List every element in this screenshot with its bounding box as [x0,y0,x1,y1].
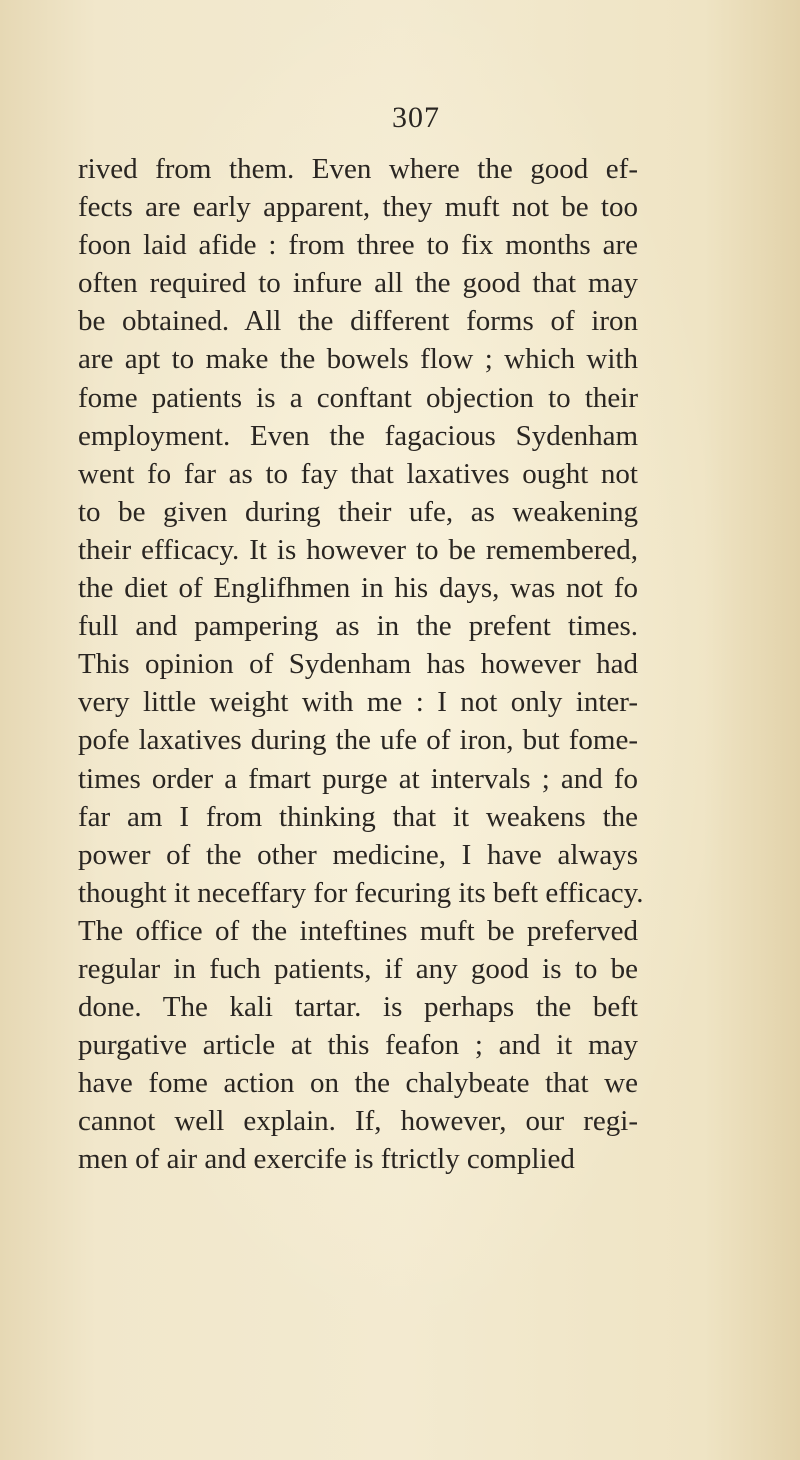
text-line: went fo far as to fay that laxatives ought not [78,457,638,490]
text-line: foon laid afide : from three to fix months are [78,229,638,262]
text-line: The office of the inteftines muft be preferved [78,914,638,947]
text-line: are apt to make the bowels flow ; which with [78,343,638,376]
text-line: pofe laxatives during the ufe of iron, but fome- [78,724,638,757]
text-line: often required to infure all the good that may [78,267,638,300]
text-line: regular in fuch patients, if any good is to be [78,952,638,985]
text-line: done. The kali tartar. is perhaps the beft [78,991,638,1024]
text-line: fome patients is a conftant objection to their [78,381,638,414]
text-line: employment. Even the fagacious Sydenham [78,419,638,452]
text-line: to be given during their ufe, as weakening [78,495,638,528]
text-line: rived from them. Even where the good ef- [78,153,638,185]
text-line: very little weight with me : I not only inter- [78,686,638,719]
body-text [78,150,644,1179]
text-line: purgative article at this feafon ; and it may [78,1029,638,1062]
text-line: fects are early apparent, they muft not be too [78,191,638,224]
text-line: the diet of Englifhmen in his days, was not fo [78,572,638,605]
text-line: cannot well explain. If, however, our regi- [78,1105,638,1138]
text-line: far am I from thinking that it weakens the [78,800,638,833]
text-line: power of the other medicine, I have always [78,838,638,871]
text-line: This opinion of Sydenham has however had [78,648,638,681]
text-line: have fome action on the chalybeate that we [78,1067,638,1100]
text-line: men of air and exercife is ftrictly complied [78,1143,575,1176]
text-line: thought it neceffary for fecuring its beft efficacy. [78,876,644,909]
text-line: times order a fmart purge at intervals ; and fo [78,762,638,795]
text-line: be obtained. All the different forms of iron [78,305,638,338]
text-line: full and pampering as in the prefent times. [78,610,638,643]
page-number: 307 [392,101,440,134]
text-line: their efficacy. It is however to be remembered, [78,533,638,566]
